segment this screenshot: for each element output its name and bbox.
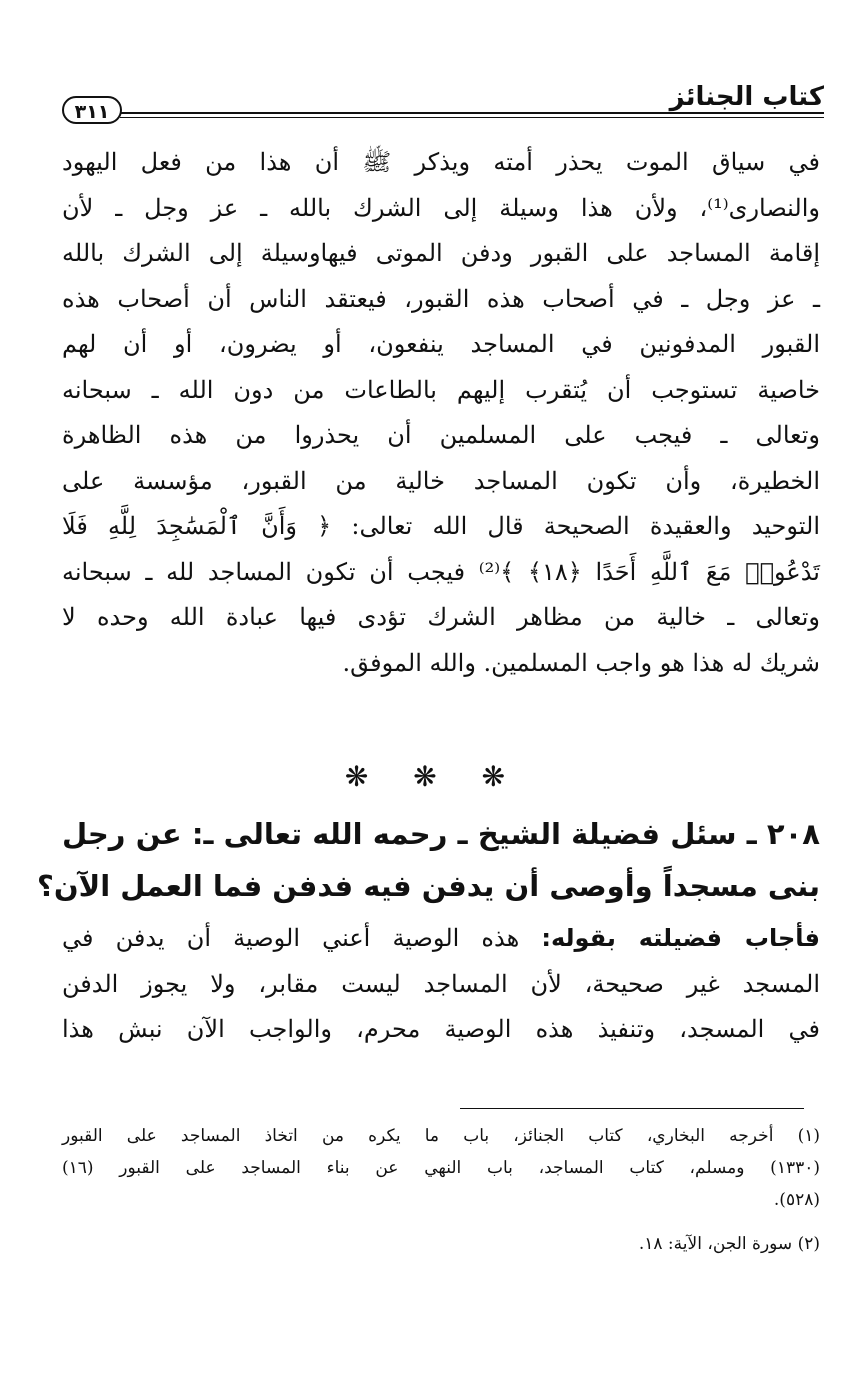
text-line: في سياق الموت يحذر أمته ويذكر ﷺ أن هذا من فعل اليهود (62, 148, 820, 176)
text-line: وتعالى ـ فيجب على المسلمين أن يحذروا من هذه الظاهرة (62, 421, 820, 449)
question-line: ٢٠٨ ـ سئل فضيلة الشيخ ـ رحمه الله تعالى ـ: عن رجل (62, 817, 820, 851)
text-line: خاصية تستوجب أن يُتقرب إليهم بالطاعات من دون الله ـ سبحانه (62, 375, 821, 404)
footnote-line: (١٣٣٠) ومسلم، كتاب المساجد، باب النهي عن بناء المساجد على القبور (١٦) (62, 1158, 820, 1178)
text-line: ـ عز وجل ـ في أصحاب هذه القبور، فيعتقد الناس أن أصحاب هذه (62, 284, 820, 313)
text-line: القبور المدفونين في المساجد ينفعون، أو يضرون، أو أن لهم (62, 330, 820, 358)
footnotes (62, 1120, 820, 1260)
chapter-title: كتاب الجنائز (669, 82, 824, 112)
question-line: بنى مسجداً وأوصى أن يدفن فيه فدفن فما العمل الآن؟ (37, 869, 820, 903)
question-heading (37, 808, 820, 912)
footnote-line: (١) أخرجه البخاري، كتاب الجنائز، باب ما يكره من اتخاذ المساجد على القبور (62, 1126, 820, 1146)
text-line: شريك له هذا هو واجب المسلمين. والله الموفق. (342, 648, 820, 677)
quran-line: التوحيد والعقيدة الصحيحة قال الله تعالى: ﴿ وَأَنَّ ٱلْمَسَٰجِدَ لِلَّهِ فَلَا (62, 512, 820, 540)
answer-text (62, 916, 820, 1053)
text-line: وتعالى ـ خالية من مظاهر الشرك تؤدى فيها عبادة الله وحده لا (62, 603, 820, 631)
footnote-line: (٢) سورة الجن، الآية: ١٨. (638, 1234, 820, 1254)
page-number: ٣١١ (62, 96, 122, 124)
answer-line (62, 916, 820, 962)
quran-line: تَدْعُوا۟ مَعَ ٱللَّهِ أَحَدًا ﴿١٨﴾ ﴾⁽²⁾ فيجب أن تكون المساجد لله ـ سبحانه (62, 557, 820, 586)
answer-first-rest: هذه الوصية أعني الوصية أن يدفن في (62, 924, 542, 952)
main-text (62, 140, 820, 686)
text-line: الخطيرة، وأن تكون المساجد خالية من القبور، مؤسسة على (62, 466, 820, 495)
answer-line: المسجد غير صحيحة، لأن المساجد ليست مقابر، ولا يجوز الدفن (62, 969, 821, 998)
text-line: والنصارى⁽¹⁾، ولأن هذا وسيلة إلى الشرك بالله ـ عز وجل ـ لأن (62, 193, 820, 222)
footnote-line: (٥٢٨). (773, 1190, 820, 1210)
page-header (62, 82, 824, 126)
section-separator: ❋ ❋ ❋ (344, 760, 524, 793)
answer-line: في المسجد، وتنفيذ هذه الوصية محرم، والواجب الآن نبش هذا (62, 1015, 820, 1043)
answer-lead: فأجاب فضيلته بقوله: (541, 924, 820, 952)
footnote-divider (460, 1108, 804, 1109)
text-line: إقامة المساجد على القبور ودفن الموتى فيهاوسيلة إلى الشرك بالله (62, 239, 820, 267)
header-rule (120, 112, 824, 118)
